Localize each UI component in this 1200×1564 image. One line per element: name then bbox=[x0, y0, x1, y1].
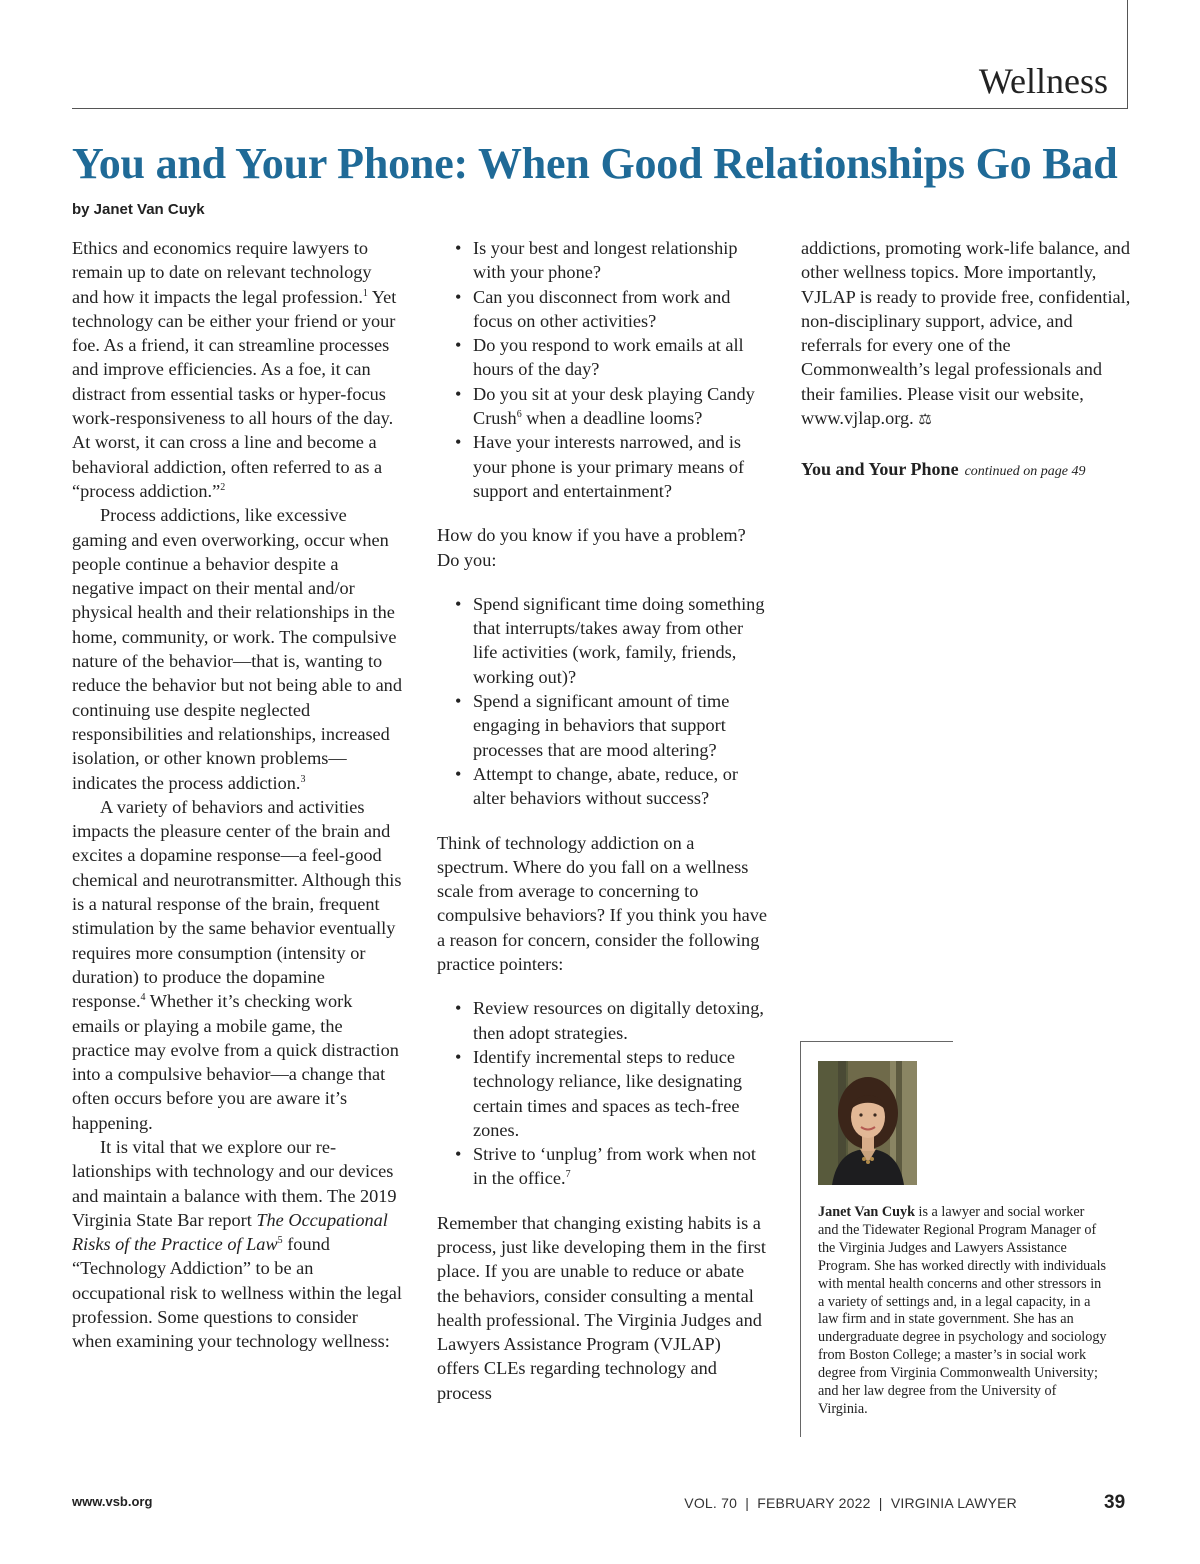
scales-icon: ⚖ bbox=[918, 412, 932, 429]
author-bio: Janet Van Cuyk is a lawyer and social worker and the Tidewater Regional Program Manager of the Virginia Judges and Lawyers Assistance Program. She has worked directly with individuals with mental health concerns and other stressors in a variety of settings and, in a legal capacity, in a law firm and in state government. She has an undergraduate degree in psychology and sociology from Boston College; a master’s in social work degree from Virginia Commonwealth University; and her law degree from the University of Virginia. bbox=[818, 1204, 1107, 1417]
article-title: You and Your Phone: When Good Relationships Go Bad bbox=[72, 139, 1118, 188]
page-number: 39 bbox=[1104, 1492, 1126, 1513]
problem-list bbox=[437, 592, 767, 811]
list-item: • Can you disconnect from work and focus on other activities? bbox=[437, 285, 767, 334]
list-item: • Have your interests narrowed, and is your phone is your primary means of support and entertainment? bbox=[437, 430, 767, 503]
paragraph: Think of technology addiction on a spectrum. Where do you fall on a wellness scale from average to concerning to compulsive behaviors? If you think you have a reason for concern, consider the following practice pointers: bbox=[437, 832, 767, 975]
paragraph: It is vital that we explore our relationships with technology and our devices and maintain a balance with them. The 2019 Virginia State Bar report The Occupational Risks of the Practice of Law$^5$ found “Technology Addiction” to be an occupational risk to wellness within the legal profession. Some questions to consider when examining your technology wellness: bbox=[72, 1136, 402, 1352]
section-label: Wellness bbox=[978, 61, 1108, 101]
pointer-list bbox=[437, 996, 767, 1190]
list-item: • Attempt to change, abate, reduce, or alter behaviors without success? bbox=[437, 762, 767, 811]
paragraph: A variety of behaviors and activities impacts the pleasure center of the brain and excites a dopamine response—a feel-good chemical and neurotransmitter. Although this is a natural response of the brain, frequent stimulation by the same behavior eventually requires more consumption (intensity or duration) to produce the dopamine response.$^4$ Whether it’s checking work emails or playing a mobile game, the practice may evolve from a quick distraction into a compulsive behavior—a change that often occurs before you are aware it’s happening. bbox=[72, 796, 402, 1133]
question-list bbox=[437, 236, 767, 503]
header-vertical-rule bbox=[1127, 0, 1128, 109]
author-photo bbox=[818, 1061, 917, 1185]
paragraph: Remember that changing existing habits is a process, just like developing them in the first place. If you are unable to reduce or abate the behaviors, consider consulting a mental health professional. The Virginia Judges and Lawyers Assistance Program (VJLAP) offers CLEs regarding technology and process bbox=[437, 1212, 766, 1403]
article-column-2 bbox=[437, 236, 767, 1405]
list-item: • Identify incremental steps to reduce technology reliance, like designating certain times and spaces as tech-free zones. bbox=[437, 1045, 767, 1142]
list-item: • Spend significant time doing something that interrupts/takes away from other life activities (work, family, friends, working out)? bbox=[437, 592, 767, 689]
list-item: • Spend a significant amount of time engaging in behaviors that support processes that are mood altering? bbox=[437, 689, 767, 762]
paragraph: addictions, promoting work-life balance, and other wellness topics. More importantly, VJLAP is ready to provide free, confidential, non-disciplinary support, advice, and referrals for every one of the Commonwealth’s legal professionals and their families. Please visit our website, www.vjlap.org. ⚖ bbox=[801, 238, 1131, 429]
list-item: • Do you respond to work emails at all hours of the day? bbox=[437, 333, 767, 382]
footer-website: www.vsb.org bbox=[72, 1494, 153, 1509]
author-name: Janet Van Cuyk bbox=[818, 1204, 915, 1220]
byline: by Janet Van Cuyk bbox=[72, 201, 205, 218]
article-column-3 bbox=[801, 236, 1133, 485]
paragraph: Process addictions, like excessive gaming and even overworking, occur when people continue a behavior despite a negative impact on their mental and/or physical health and their relationships in the home, community, or work. The compulsive nature of the behavior—that is, wanting to reduce the behavior but not being able to and continuing use despite neglected responsibilities and relationships, increased isolation, or other known problems—indicates the process addiction.$^3$ bbox=[72, 505, 402, 793]
article-column-1 bbox=[72, 236, 402, 1354]
list-item: • Do you sit at your desk playing Candy Crush$^6$ when a deadline looms? bbox=[437, 382, 767, 431]
paragraph: How do you know if you have a problem? Do you: bbox=[437, 525, 746, 570]
paragraph: Ethics and economics require lawyers to remain up to date on relevant technology and how it impacts the legal profession.$^1$ Yet technology can be either your friend or your foe. As a friend, it can streamline processes and improve efficiencies. As a foe, it can distract from essential tasks or hyper-focus work-responsiveness to all hours of the day. At worst, it can cross a line and become a behavioral addiction, often referred to as a “process addiction.”$^2$ bbox=[72, 238, 397, 501]
list-item: • Strive to ‘unplug’ from work when not in the office.$^7$ bbox=[437, 1142, 767, 1191]
list-item: • Review resources on digitally detoxing, then adopt strategies. bbox=[437, 996, 767, 1045]
continued-note: You and Your Phone continued on page 49 bbox=[801, 459, 1086, 480]
header-rule bbox=[72, 108, 1127, 109]
list-item: • Is your best and longest relationship with your phone? bbox=[437, 236, 767, 285]
footer-issue: VOL. 70 | FEBRUARY 2022 | VIRGINIA LAWYER bbox=[684, 1495, 1017, 1511]
